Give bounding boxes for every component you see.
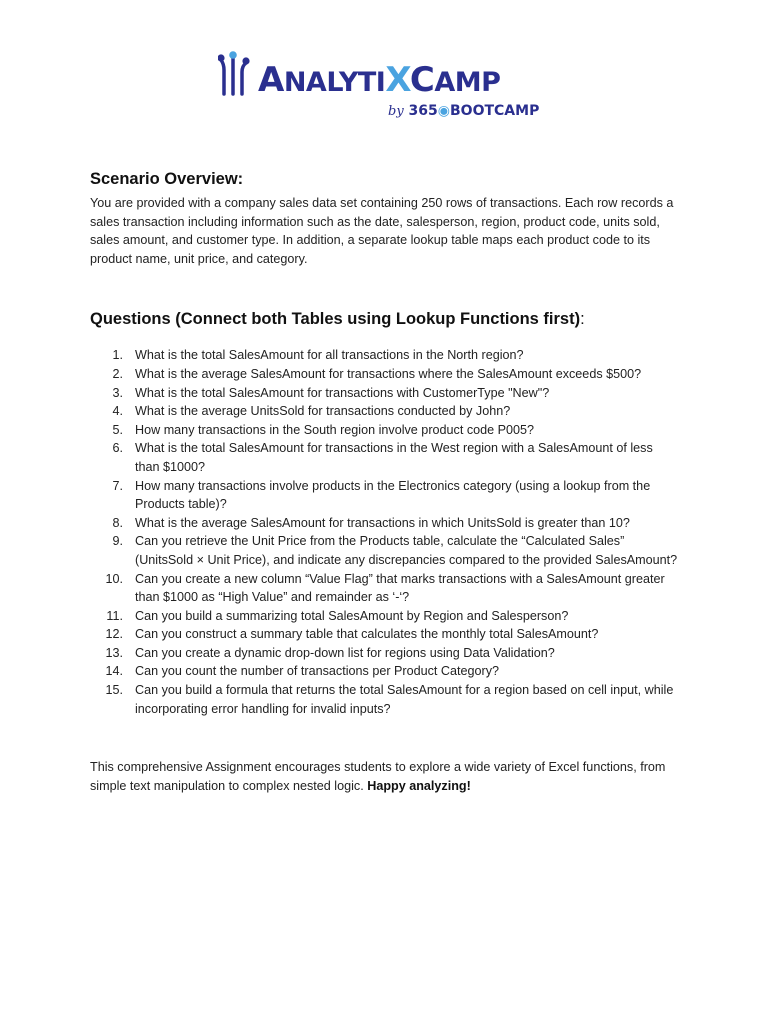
- question-number: 15.: [105, 683, 123, 698]
- question-text: Can you construct a summary table that calculates the monthly total SalesAmount?: [135, 627, 599, 642]
- question-number: 8.: [112, 515, 123, 530]
- question-item: [90, 439, 680, 476]
- scenario-heading: Scenario Overview:: [90, 170, 244, 188]
- question-item: [90, 570, 680, 607]
- question-text: Can you retrieve the Unit Price from the Products table, calculate the “Calculated Sales” (UnitsSold × Unit Price), and indicate any discrepancies compared to the provided SalesAmount?: [135, 534, 678, 567]
- question-number: 7.: [112, 478, 123, 493]
- question-number: 5.: [112, 422, 123, 437]
- question-text: How many transactions involve products in the Electronics category (using a lookup from the Products table)?: [135, 478, 651, 512]
- question-item: [90, 346, 680, 365]
- question-item: [90, 365, 680, 384]
- question-number: 9.: [112, 534, 123, 549]
- document-body: [90, 168, 680, 795]
- questions-list: [90, 346, 680, 718]
- question-number: 14.: [105, 664, 123, 679]
- question-number: 13.: [105, 645, 123, 660]
- question-text: How many transactions in the South region involve product code P005?: [135, 422, 535, 437]
- question-item: [90, 681, 680, 718]
- logo-wordmark: ANALYTIXCAMP: [258, 60, 501, 100]
- question-text: What is the total SalesAmount for all transactions in the North region?: [135, 348, 524, 363]
- analytixcamp-logo: [218, 48, 554, 128]
- question-item: [90, 477, 680, 514]
- closing-paragraph: This comprehensive Assignment encourages students to explore a wide variety of Excel functions, from simple text manipulation to complex nested logic. Happy analyzing!: [90, 760, 666, 793]
- question-text: Can you create a dynamic drop-down list for regions using Data Validation?: [135, 645, 555, 660]
- question-text: What is the average SalesAmount for transactions in which UnitsSold is greater than 10?: [135, 515, 630, 530]
- question-number: 6.: [112, 441, 123, 456]
- question-text: Can you build a formula that returns the total SalesAmount for a region based on cell input, while incorporating error handling for invalid inputs?: [135, 683, 674, 716]
- question-number: 1.: [112, 348, 123, 363]
- question-item: [90, 532, 680, 569]
- bulb-icon: ◉: [437, 103, 450, 119]
- question-item: [90, 607, 680, 626]
- logo-subtitle: by 365◉BOOTCAMP: [388, 103, 540, 119]
- scenario-paragraph: You are provided with a company sales data set containing 250 rows of transactions. Each row records a sales transaction including information such as the date, salesperson, region, product code, units sold, sales amount, and customer type. In addition, a separate lookup table maps each product code to its product name, unit price, and category.: [90, 196, 674, 266]
- question-item: [90, 644, 680, 663]
- question-number: 12.: [105, 627, 123, 642]
- question-text: What is the average UnitsSold for transactions conducted by John?: [135, 404, 511, 419]
- closing-emphasis: Happy analyzing!: [367, 778, 471, 793]
- question-item: [90, 384, 680, 403]
- question-item: [90, 421, 680, 440]
- circuit-icon: [218, 50, 256, 98]
- question-number: 10.: [105, 571, 123, 586]
- question-text: Can you create a new column “Value Flag” that marks transactions with a SalesAmount greater than $1000 as “High Value” and remainder as ‘-‘?: [135, 571, 665, 605]
- question-number: 11.: [106, 608, 123, 623]
- question-item: [90, 514, 680, 533]
- question-text: Can you build a summarizing total SalesAmount by Region and Salesperson?: [135, 608, 569, 623]
- question-item: [90, 662, 680, 681]
- question-item: [90, 402, 680, 421]
- question-number: 2.: [112, 366, 123, 381]
- question-text: What is the total SalesAmount for transactions with CustomerType "New"?: [135, 385, 550, 400]
- question-number: 4.: [112, 404, 123, 419]
- question-item: [90, 625, 680, 644]
- question-number: 3.: [112, 385, 123, 400]
- question-text: What is the total SalesAmount for transactions in the West region with a SalesAmount of less than $1000?: [135, 441, 653, 474]
- questions-heading: Questions (Connect both Tables using Lookup Functions first):: [90, 310, 585, 329]
- question-text: What is the average SalesAmount for transactions where the SalesAmount exceeds $500?: [135, 366, 642, 381]
- question-text: Can you count the number of transactions per Product Category?: [135, 664, 500, 679]
